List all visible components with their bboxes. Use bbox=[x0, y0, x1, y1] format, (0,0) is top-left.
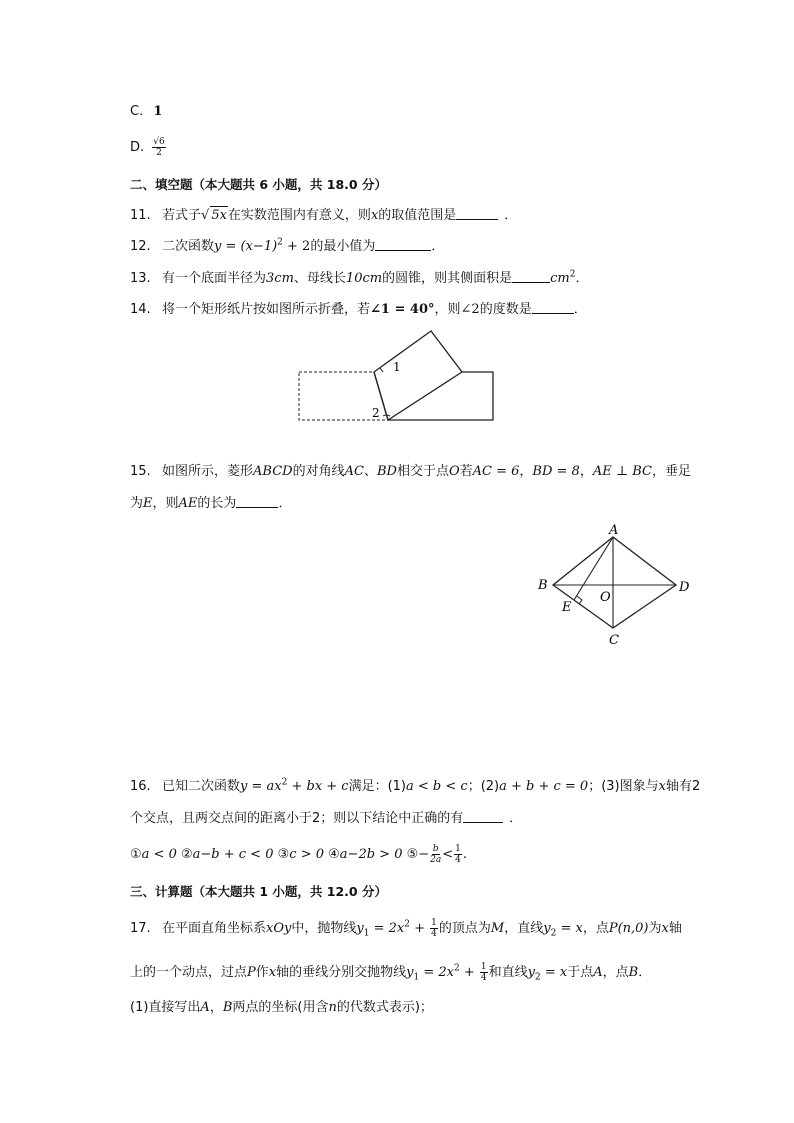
question-17-line2: 上的一个动点，过点P作x轴的垂线分别交抛物线$y_1 = 2x^2$ + $\frac{1}{4}$ 和直线$y_2 = x$于点A，点B． bbox=[130, 962, 652, 983]
question-14: 14. 将一个矩形纸片按如图所示折叠，若∠1 = 40°，则∠2的度数是 ． bbox=[130, 302, 587, 317]
question-16-options: ①a < 0 ②a−b + c < 0 ③c > 0 ④a−2b > 0 ⑤− $\frac{b}{2a}$ < $\frac{1}{4}$ . bbox=[130, 844, 468, 865]
label-b: B bbox=[538, 578, 548, 593]
option-c-label: C. bbox=[130, 104, 144, 119]
angle-1-label: 1 bbox=[393, 360, 401, 374]
answer-blank-14[interactable] bbox=[532, 301, 574, 314]
answer-blank-15[interactable] bbox=[236, 495, 278, 508]
folded-part bbox=[374, 331, 462, 420]
question-16-line2: 个交点，且两交点间的距离小于2；则以下结论中正确的有 ． bbox=[130, 811, 523, 826]
figure-folded-rectangle bbox=[290, 322, 500, 428]
question-17: 17. 在平面直角坐标系xOy中，抛物线$y_1 = 2x^2$ + $\frac{1}{4}$ 的顶点为M，直线$y_2 = x$，点P(n,0)为x轴 bbox=[130, 918, 682, 939]
question-17-part1: (1)直接写出A，B两点的坐标(用含n的代数式表示)； bbox=[130, 1000, 433, 1015]
answer-blank-12[interactable] bbox=[375, 238, 431, 251]
option-d bbox=[130, 137, 167, 158]
figure-rhombus bbox=[530, 520, 700, 650]
option-d-label: D. bbox=[130, 140, 145, 155]
answer-blank-11[interactable] bbox=[456, 207, 498, 220]
question-15: 15. 如图所示，菱形ABCD的对角线AC、BD相交于点O若AC = 6，BD = 8，AE ⊥ BC，垂足 bbox=[130, 464, 691, 479]
section-title-fill-blank: 二、填空题（本大题共 6 小题，共 18.0 分） bbox=[130, 177, 387, 192]
question-13: 13. 有一个底面半径为3cm、母线长10cm的圆锥，则其侧面积是 $cm^2$． bbox=[130, 269, 589, 286]
label-c: C bbox=[609, 633, 619, 648]
label-a: A bbox=[609, 523, 619, 538]
option-c bbox=[130, 103, 162, 121]
label-e: E bbox=[562, 600, 572, 615]
option-c-value: 1 bbox=[153, 104, 163, 119]
question-16: 16. 已知二次函数$y = ax^2$ + bx + c满足：(1)a < b < c；(2)a + b + c = 0；(3)图象与x轴有2 bbox=[130, 777, 701, 794]
question-12: 12. 二次函数$y = (x-1)^2 + 2$的最小值为 ． bbox=[130, 237, 445, 254]
option-d-fraction: $\frac{√6}{2}$ bbox=[153, 137, 165, 158]
answer-blank-16[interactable] bbox=[463, 810, 503, 823]
label-o: O bbox=[600, 590, 611, 605]
sqrt-sign: √ bbox=[201, 208, 210, 223]
question-11: 11. 若式子√ 5x在实数范围内有意义，则x的取值范围是 ． bbox=[130, 208, 518, 223]
angle-2-label: 2 bbox=[372, 406, 380, 420]
label-d: D bbox=[679, 580, 690, 595]
answer-blank-13[interactable] bbox=[512, 270, 550, 283]
question-15-line2: 为E，则AE的长为 ． bbox=[130, 496, 292, 511]
section-title-calculation: 三、计算题（本大题共 1 小题，共 12.0 分） bbox=[130, 884, 387, 899]
